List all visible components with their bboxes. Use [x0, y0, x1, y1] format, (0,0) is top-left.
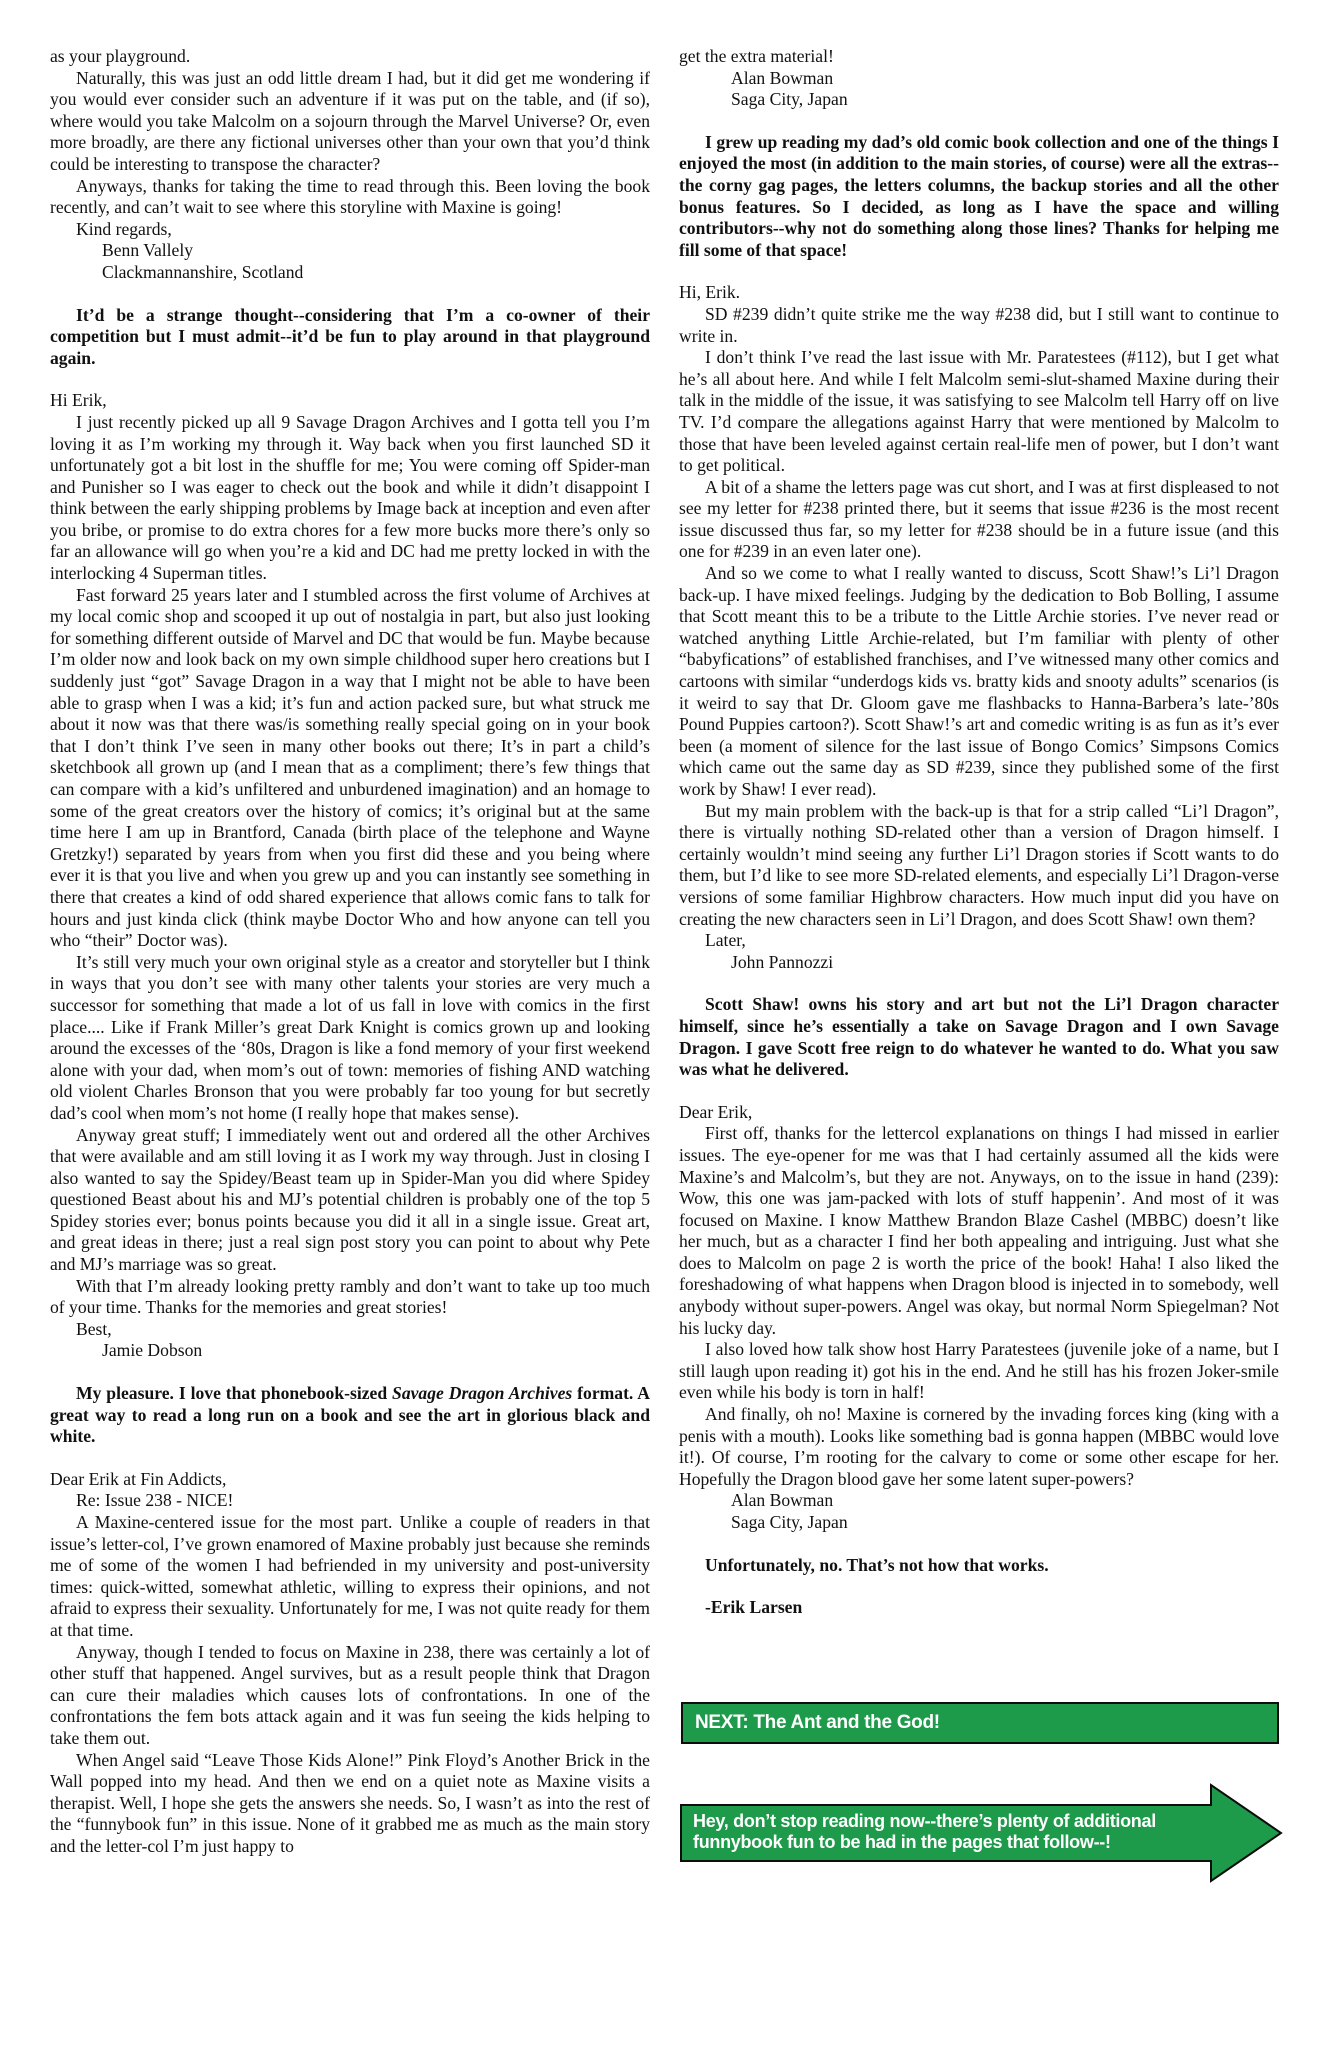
letter-paragraph: SD #239 didn’t quite strike me the way #238 did, but I still want to continue to write in.: [679, 303, 1279, 346]
letter-paragraph: Fast forward 25 years later and I stumbled across the first volume of Archives at my local comic shop and scooped it up out of nostalgia in part, but also just looking for something different outside of Marvel and DC that would be fun. Maybe because I’m older now and look back on my own simple childhood super hero creations but I suddenly just “got” Savage Dragon in a way that I might not be able to have been able to grasp when I was a kid; it’s fun and action packed sure, but what struck me about it now was that there was/is something really special going on in your book that I don’t think I’ve seen in many other books out there; It’s in part a child’s sketchbook all grown up (and I mean that as a compliment; there’s few things that can compare with a kid’s unfiltered and unburdened imagination) and an homage to some of the great creators over the history of comics; it’s original but at the same time here I am up in Brantford, Canada (birth place of the telephone and Wayne Gretzky!) separated by years from when you first did these and you being where ever it is that you live and when you grew up and you can instantly see something in there that creates a kind of odd shared experience that allows comic fans to talk for hours and just kinda click (think maybe Doctor Who and how anyone can tell you who “their” Doctor was).: [50, 584, 650, 951]
letter-paragraph: A Maxine-centered issue for the most part. Unlike a couple of readers in that issue’s letter-col, I’ve grown enamored of Maxine probably just because she reminds me of some of the women I had befriended in my university and post-university times: quick-witted, somewhat athletic, willing to express their opinions, and not afraid to express their sexuality. Unfortunately for me, I was not quite ready for them at that time.: [50, 1512, 650, 1640]
continue-reading-arrow: [679, 1783, 1283, 1883]
editor-reply: Unfortunately, no. That’s not how that works.: [705, 1554, 1049, 1575]
paragraph-gap: [679, 111, 1279, 132]
signature-line: Jamie Dobson: [102, 1340, 203, 1361]
paragraph-gap: [679, 1576, 1279, 1597]
salutation: Best,: [76, 1318, 112, 1339]
paragraph-gap: [50, 369, 650, 390]
letter-line: Dear Erik at Fin Addicts,: [50, 1468, 227, 1489]
paragraph-gap: [50, 1362, 650, 1383]
paragraph-gap: [679, 261, 1279, 282]
salutation: Later,: [705, 930, 746, 951]
reply-title-italic: Savage Dragon Archives: [392, 1383, 573, 1404]
letter-line: Hi Erik,: [50, 390, 107, 411]
letter-line: Hi, Erik.: [679, 282, 741, 303]
signature-line: John Pannozzi: [731, 951, 834, 972]
signature-line: Benn Vallely: [102, 240, 194, 261]
letter-paragraph: A bit of a shame the letters page was cut short, and I was at first displeased to not see my letter for #238 printed there, but it seems that issue #236 is the most recent issue discussed thus far, so my letter for #238 should be in a future issue (and this one for #239 in an even later one).: [679, 476, 1279, 562]
continue-reading-text: Hey, don’t stop reading now--there’s plenty of additional funnybook fun to be had in the pages that follow--!: [693, 1811, 1156, 1852]
editor-reply: [50, 1383, 650, 1448]
paragraph-gap: [679, 1534, 1279, 1555]
reply-text: format. A great way to read a long run on a book and see the art in glorious black and white.: [50, 1383, 650, 1447]
letter-paragraph: First off, thanks for the lettercol explanations on things I had missed in earlier issues. The eye-opener for me was that I had certainly assumed all the kids were Maxine’s and Malcolm’s, but they are not. Anyways, on to the issue in hand (239): Wow, this one was jam-packed with lots of stuff happenin’. And most of it was focused on Maxine. I know Matthew Brandon Blaze Cashel (MBBC) doesn’t like her much, but as a character I find her both appealing and intriguing. Just what she does to Malcolm on page 2 is worth the price of the book! Haha! I also liked the foreshadowing of what happens when Dragon blood is injected in to somebody, well anybody without super-powers. Angel was okay, but normal Norm Spiegelman? Not his lucky day.: [679, 1123, 1279, 1338]
letter-paragraph: Naturally, this was just an odd little dream I had, but it did get me wondering if you would ever consider such an adventure if it was put on the table, and (if so), where would you take Malcolm on a sojourn through the Marvel Universe? Or, even more broadly, are there any fictional universes other than your own that you’d think could be interesting to transpose the character?: [50, 67, 650, 174]
paragraph-gap: [679, 973, 1279, 994]
left-column: [50, 46, 650, 1858]
letter-paragraph: When Angel said “Leave Those Kids Alone!” Pink Floyd’s Another Brick in the Wall popped into my head. And then we end on a quiet note as Maxine visits a therapist. Well, I hope she gets the answers she needs. So, I wasn’t as into the rest of the “funnybook fun” in this issue. None of it grabbed me as much as the main story and the letter-col I’m just happy to: [50, 1749, 650, 1856]
editor-reply: -Erik Larsen: [705, 1597, 803, 1618]
reply-text: My pleasure. I love that phonebook-sized: [76, 1383, 393, 1404]
signature-line: Alan Bowman: [731, 67, 834, 88]
signature-line: Saga City, Japan: [731, 1512, 848, 1532]
letter-paragraph: And finally, oh no! Maxine is cornered by the invading forces king (king with a penis with a mouth). Looks like something bad is gonna happen (MBBC would love it!). Of course, I’m rooting for the calvary to come or some other escape for her. Hopefully the Dragon blood gave her some latent super-powers?: [679, 1404, 1279, 1489]
paragraph-gap: [50, 284, 650, 305]
salutation: Kind regards,: [76, 218, 172, 239]
next-issue-text: NEXT: The Ant and the God!: [695, 1712, 940, 1733]
editor-reply: Scott Shaw! owns his story and art but not the Li’l Dragon character himself, since he’s essentially a take on Savage Dragon and I own Savage Dragon. I gave Scott free reign to do whatever he wanted to do. What you saw was what he delivered.: [679, 994, 1279, 1080]
paragraph-gap: [679, 1081, 1279, 1102]
letter-paragraph: And so we come to what I really wanted to discuss, Scott Shaw!’s Li’l Dragon back-up. I have mixed feelings. Judging by the dedication to Bob Bolling, I assume that Scott meant this to be a tribute to the Little Archie stories. I’ve never read or watched anything Little Archie-related, but I’m familiar with plenty of other “babyfications” of established franchises, and I’ve witnessed many other comics and cartoons with similar “underdogs kids vs. bratty kids and snooty adults” scenarios (is it weird to say that Dr. Gloom gave me flashbacks to Hanna-Barbera’s late-’80s Pound Puppies cartoon?). Scott Shaw!’s art and comedic writing is as fun as it’s ever been (a moment of silence for the last issue of Bongo Comics’ Simpsons Comics which came out the same day as SD #239, since they published some of the first work by Shaw! I ever read).: [679, 563, 1279, 799]
letter-paragraph: I don’t think I’ve read the last issue with Mr. Paratestees (#112), but I get what he’s all about here. And while I felt Malcolm semi-slut-shamed Maxine during their talk in the middle of the issue, it was satisfying to see Malcolm tell Harry off on live TV. I’d compare the allegations against Harry that were mentioned by Malcolm to those that have been leveled against certain real-life men of power, but I don’t want to get political.: [679, 347, 1279, 476]
right-column: [679, 46, 1279, 1619]
next-issue-banner: [681, 1702, 1279, 1744]
paragraph-gap: [50, 1448, 650, 1469]
letter-paragraph: I just recently picked up all 9 Savage Dragon Archives and I gotta tell you I’m loving it as I’m working my through it. Way back when you first launched SD it unfortunately got a bit lost in the shuffle for me; You were coming off Spider-man and Punisher so I was eager to check out the book and while it didn’t disappoint I think between the early shipping problems by Image back at inception and even after you bribe, or promise to do extra chores for a few more bucks more there’s only so far an allowance will go when you’re a kid and DC had me pretty locked in with the interlocking 4 Superman titles.: [50, 411, 650, 584]
letter-paragraph: Anyway great stuff; I immediately went out and ordered all the other Archives that were available and am still loving it as I work my way through. Just in closing I also wanted to say the Spidey/Beast team up in Spider-Man you did where Spidey questioned Beast about his and MJ’s potential children is probably one of the top 5 Spidey stories ever; bonus points because you did it all in a single issue. Great art, and great ideas in there; just a real sign post story you can point to about why Pete and MJ’s marriage was so great.: [50, 1124, 650, 1275]
letter-paragraph: But my main problem with the back-up is that for a strip called “Li’l Dragon”, there is virtually nothing SD-related other than a version of Dragon himself. I certainly wouldn’t mind seeing any further Li’l Dragon stories if Scott wants to do them, but I’d like to see more SD-related elements, and especially Li’l Dragon-verse versions of some familiar Highbrow characters. How much input did you have on creating the new characters seen in Li’l Dragon, and does Scott Shaw! own them?: [679, 800, 1279, 929]
editor-reply: I grew up reading my dad’s old comic book collection and one of the things I enjoyed the most (in addition to the main stories, of course) were all the extras--the corny gag pages, the letters columns, the backup stories and all the other bonus features. So I decided, as long as I have the space and willing contributors--why not do something along those lines? Thanks for helping me fill some of that space!: [679, 131, 1279, 260]
signature-line: Clackmannanshire, Scotland: [102, 261, 304, 282]
letter-paragraph: I also loved how talk show host Harry Paratestees (juvenile joke of a name, but I still laugh upon reading it) got his in the end. And he still has his frozen Joker-smile even while his body is torn in half!: [679, 1339, 1279, 1403]
letter-line: as your playground.: [50, 46, 191, 66]
letter-paragraph: With that I’m already looking pretty rambly and don’t want to take up too much of your time. Thanks for the memories and great stories!: [50, 1275, 650, 1318]
letter-paragraph: It’s still very much your own original style as a creator and storyteller but I think in ways that you don’t see with many other talents your stories are very much a successor for something that made a lot of us fall in love with comics in the first place.... Like if Frank Miller’s great Dark Knight is comics grown up and looking around the excesses of the ‘80s, Dragon is like a fond memory of your first weekend alone with your dad, when mom’s out of town: memories of fishing AND watching old violent Charles Bronson that you were probably far too young for but secretly dad’s cool when mom’s not home (I really hope that makes sense).: [50, 951, 650, 1123]
letter-line: get the extra material!: [679, 46, 834, 66]
signature-line: Saga City, Japan: [731, 89, 848, 110]
letter-paragraph: Anyways, thanks for taking the time to read through this. Been loving the book recently, and can’t wait to see where this storyline with Maxine is going!: [50, 175, 650, 218]
salutation: Re: Issue 238 - NICE!: [76, 1490, 234, 1511]
signature-line: Alan Bowman: [731, 1490, 834, 1511]
letter-line: Dear Erik,: [679, 1101, 753, 1122]
editor-reply: It’d be a strange thought--considering that I’m a co-owner of their competition but I must admit--it’d be fun to play around in that playground again.: [50, 304, 650, 368]
letter-paragraph: Anyway, though I tended to focus on Maxine in 238, there was certainly a lot of other stuff that happened. Angel survives, but as a result people think that Dragon can cure their maladies which causes lots of confrontations. In one of the confrontations the fem bots attack again and it was fun seeing the kids helping to take them out.: [50, 1641, 650, 1748]
